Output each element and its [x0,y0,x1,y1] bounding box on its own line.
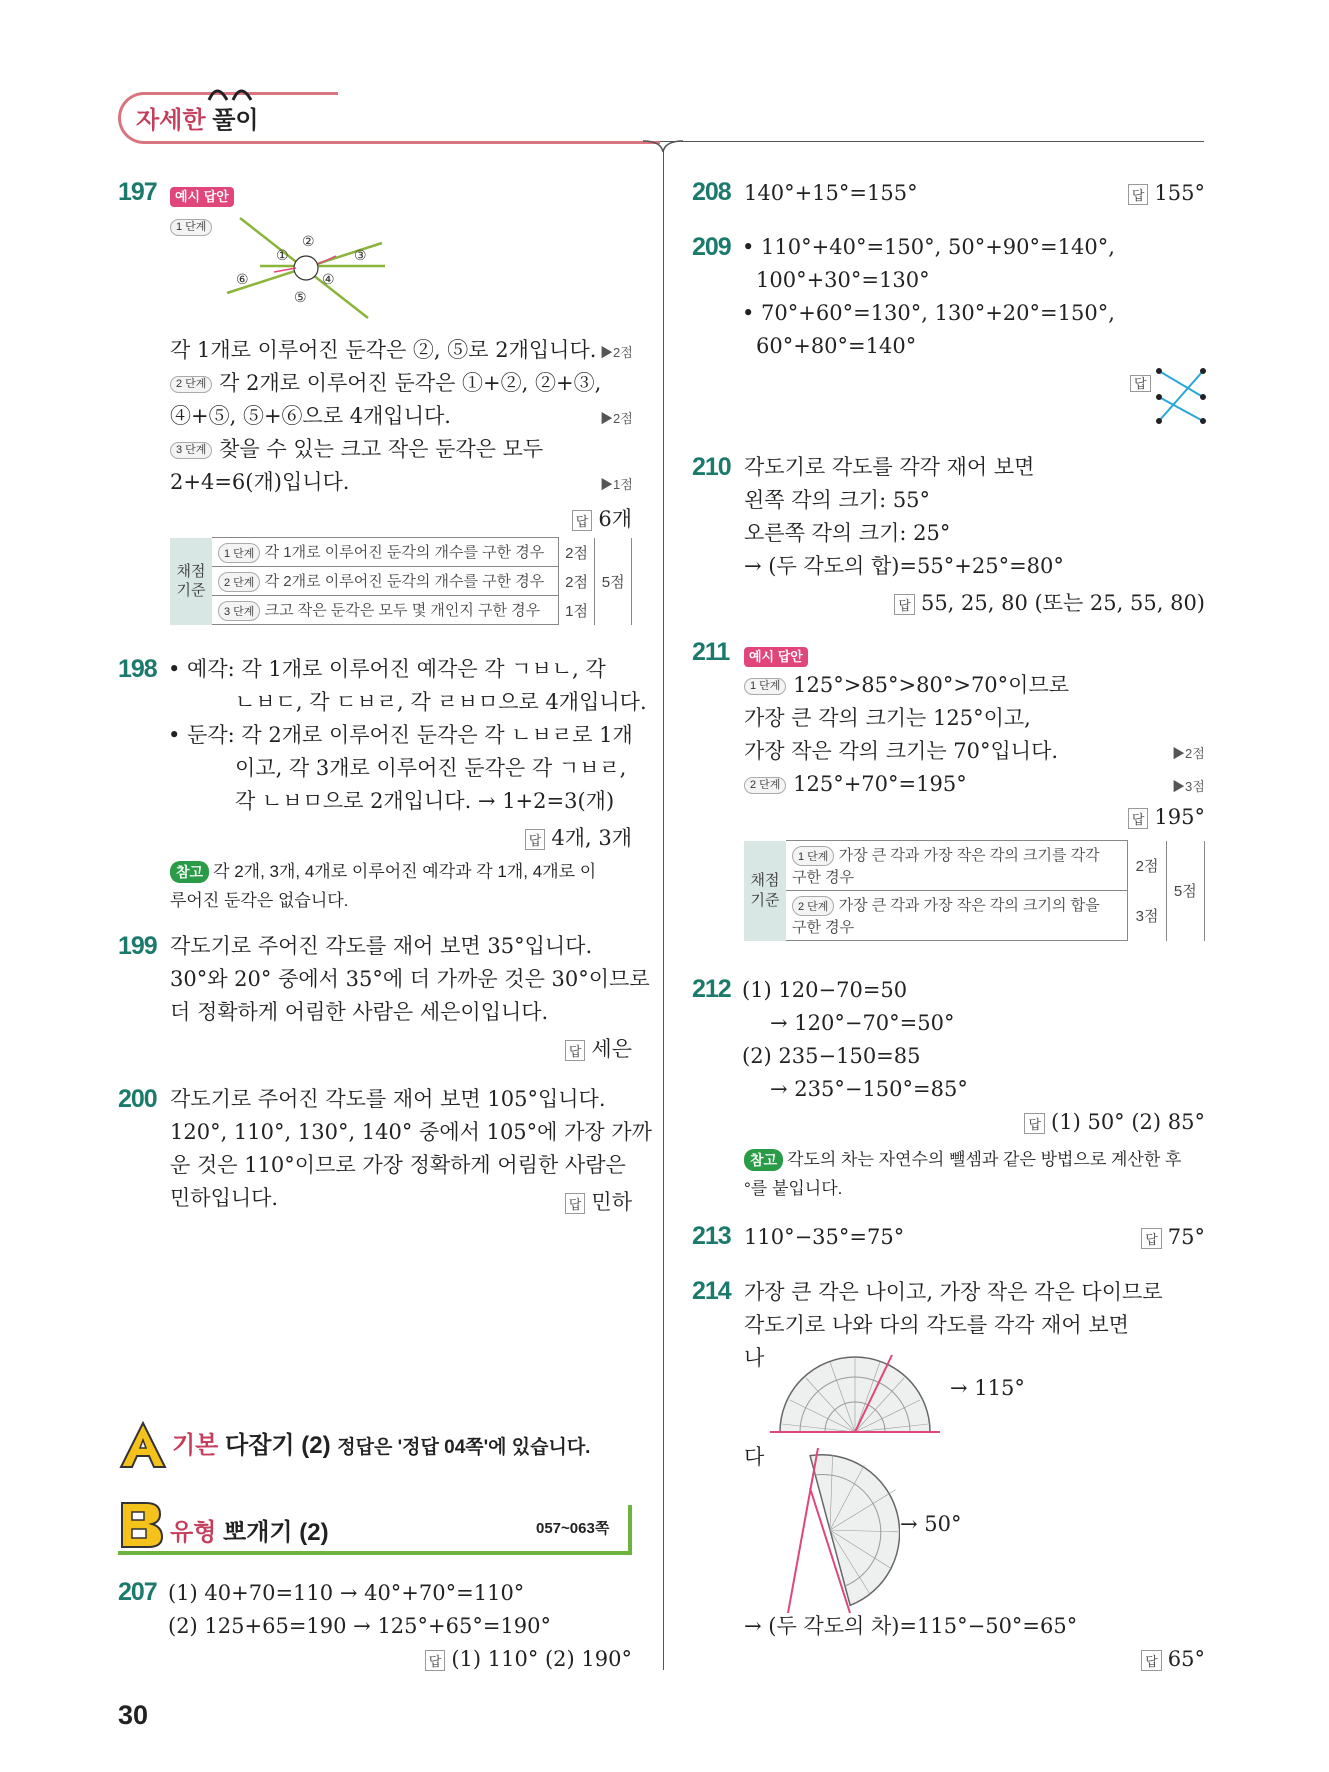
p209-line1: • 110°+40°=150°, 50°+90°=140°, [742,235,1115,259]
p212-note-line2: °를 붙입니다. [744,1179,843,1198]
problem-number-214: 214 [692,1277,731,1305]
section-b-title: 유형 뽀개기 (2) [170,1519,329,1546]
p213-line1: 110°−35°=75° [744,1225,905,1249]
p198-answer-value: 4개, 3개 [551,826,632,850]
grading-211-row-1: 1 단계 가장 큰 각과 가장 작은 각의 크기를 각각 구한 경우 [786,841,1128,891]
p209-line3: • 70°+60°=130°, 130°+20°=150°, [742,301,1115,325]
p212-line2: → 120°−70°=50° [770,1011,955,1035]
p197-line4-row [170,437,543,462]
p197-line2-row [170,371,601,396]
p200-answer: 답 민하 [480,1186,632,1216]
p198-line1: • 예각: 각 1개로 이루어진 예각은 각 ㄱㅂㄴ, 각 [168,657,606,681]
svg-text:⑤: ⑤ [294,290,307,306]
p212-line1: (1) 120−70=50 [742,978,908,1002]
protractor-da [770,1448,900,1613]
section-b-letter-icon [118,1500,164,1550]
p210-answer-value: 55, 25, 80 (또는 25, 55, 80) [920,591,1205,615]
header-eyes-icon [205,80,255,102]
p210-line3: 오른쪽 각의 크기: 25° [744,521,951,545]
p208-answer-value: 155° [1154,181,1205,205]
p210-line2: 왼쪽 각의 크기: 55° [744,488,931,512]
svg-text:④: ④ [322,272,335,288]
problem-number-209: 209 [692,233,731,261]
header-title-part1: 자세한 [136,107,206,134]
page-number: 30 [118,1700,149,1730]
p214-line2: 각도기로 나와 다의 각도를 각각 재어 보면 [744,1313,1129,1337]
p211-line1: 125°>85°>80°>70°이므로 [793,673,1070,697]
p197-line2: 각 2개로 이루어진 둔각은 ①+②, ②+③, [219,371,602,395]
p214-label-da: 다 [744,1445,765,1469]
grading-row-3-points: 1점 [558,596,595,625]
p214-value-da: → 50° [900,1512,962,1536]
svg-text:①: ① [276,248,289,264]
p214-answer: 답 65° [1050,1647,1205,1671]
top-rule [660,141,1204,142]
p214-answer-value: 65° [1167,1647,1205,1671]
p200-line4: 민하입니다. [170,1186,279,1210]
p207-answer-value: (1) 110° (2) 190° [451,1647,632,1671]
p198-note-line1: 참고 각 2개, 3개, 4개로 이루어진 예각과 각 1개, 4개로 이 [170,857,596,883]
p198-line2: ㄴㅂㄷ, 각 ㄷㅂㄹ, 각 ㄹㅂㅁ으로 4개입니다. [235,690,647,714]
svg-text:②: ② [302,234,315,250]
p197-line1-points: ▶2점 [600,345,633,360]
note-label: 참고 [170,861,209,883]
p197-line3: ④+⑤, ⑤+⑥으로 4개입니다. [170,404,451,428]
step2-label: 2 단계 [170,376,212,393]
answer-label: 답 [572,510,593,531]
p200-answer-value: 민하 [591,1190,632,1214]
problem-number-213: 213 [692,1222,731,1250]
grading-table-197 [170,537,632,625]
section-a-title: 기본 다잡기 (2) 정답은 '정답 04쪽'에 있습니다. [172,1432,591,1459]
p200-line2: 120°, 110°, 130°, 140° 중에서 105°에 가장 가까 [170,1120,652,1144]
p212-answer: 답 (1) 50° (2) 85° [960,1110,1205,1134]
protractor-na [770,1350,940,1440]
problem-number-199: 199 [118,932,157,960]
problem-number-212: 212 [692,975,731,1003]
p199-answer-value: 세은 [591,1037,632,1061]
p211-line3: 가장 작은 각의 크기는 70°입니다. [744,739,1059,763]
p210-answer: 답 55, 25, 80 (또는 25, 55, 80) [880,587,1205,617]
p198-line4: 이고, 각 3개로 이루어진 둔각은 각 ㄱㅂㄹ, [235,756,627,780]
p198-line5: 각 ㄴㅂㅁ으로 2개입니다. → 1+2=3(개) [235,789,615,813]
p198-line3: • 둔각: 각 2개로 이루어진 둔각은 각 ㄴㅂㄹ로 1개 [168,723,633,747]
grading-row-2: 2 단계 각 2개로 이루어진 둔각의 개수를 구한 경우 [212,567,558,596]
p212-note-line1: 참고 각도의 차는 자연수의 뺄셈과 같은 방법으로 계산한 후 [744,1145,1181,1171]
grading-row-1: 1 단계 각 1개로 이루어진 둔각의 개수를 구한 경우 [212,538,558,567]
p212-line4: → 235°−150°=85° [770,1077,968,1101]
p211-line2: 가장 큰 각의 크기는 125°이고, [744,706,1031,730]
p214-line3: → (두 각도의 차)=115°−50°=65° [744,1614,1078,1638]
problem-number-207: 207 [118,1578,157,1606]
header-underline [330,141,660,144]
p200-line1: 각도기로 주어진 각도를 재어 보면 105°입니다. [170,1087,606,1111]
p198-note-line2: 루어진 둔각은 없습니다. [170,891,349,910]
p211-example-tag: 예시 답안 [744,642,808,667]
p212-answer-value: (1) 50° (2) 85° [1051,1110,1205,1134]
problem-number-198: 198 [118,655,157,683]
p211-line4: 125°+70°=195° [793,772,967,796]
grading-211-row-2-points: 3점 [1128,891,1166,941]
grading-table-211 [744,840,1205,941]
p211-answer-value: 195° [1154,805,1205,829]
p197-answer [480,503,632,533]
p210-line4: → (두 각도의 합)=55°+25°=80° [744,554,1064,578]
p198-answer: 답 4개, 3개 [440,822,632,852]
grading-header: 채점 기준 [170,538,212,625]
grading-211-row-1-points: 2점 [1128,841,1166,891]
p209-answer-label: 답 [1130,370,1157,395]
grading-211-total: 5점 [1166,841,1204,941]
section-a-letter-icon [118,1420,168,1470]
p214-line1: 가장 큰 각은 나이고, 가장 작은 각은 다이므로 [744,1280,1163,1304]
section-b-pages: 057~063쪽 [536,1520,610,1537]
p213-answer-value: 75° [1167,1225,1205,1249]
problem-number-197: 197 [118,178,157,206]
p207-line1: (1) 40+70=110 → 40°+70°=110° [168,1581,525,1605]
p209-matching-diagram [1153,365,1209,427]
column-divider [663,150,664,1670]
p211-line4-row: 2 단계 125°+70°=195° [744,772,967,797]
p197-line1: 각 1개로 이루어진 둔각은 ②, ⑤로 2개입니다. [170,338,597,362]
p197-line4: 찾을 수 있는 크고 작은 둔각은 모두 [219,437,544,461]
grading-211-row-2: 2 단계 가장 큰 각과 가장 작은 각의 크기의 합을 구한 경우 [786,891,1128,941]
p199-line2: 30°와 20° 중에서 35°에 더 가까운 것은 30°이므로 [170,967,650,991]
grading-row-1-points: 2점 [558,538,595,567]
header-title [136,100,259,135]
problem-number-200: 200 [118,1085,157,1113]
svg-text:⑥: ⑥ [236,272,249,288]
p211-answer: 답 195° [1050,805,1205,829]
p209-line4: 60°+80°=140° [756,334,917,358]
grading-total: 5점 [595,538,632,625]
p211-line1-row: 1 단계 125°>85°>80°>70°이므로 [744,673,1069,698]
p197-line3-points: ▶2점 [600,411,633,426]
p199-line3: 더 정확하게 어림한 사람은 세은이입니다. [170,1000,549,1024]
p200-line3: 운 것은 110°이므로 가장 정확하게 어림한 사람은 [170,1153,626,1177]
angle-diagram-197 [222,208,392,323]
header-title-part2: 풀이 [212,107,259,134]
p214-label-na: 나 [744,1346,765,1370]
p213-answer: 답 75° [1050,1225,1205,1249]
p211-line3-points: ▶2점 [1172,746,1205,761]
p207-line2: (2) 125+65=190 → 125°+65°=190° [168,1614,552,1638]
p208-line1: 140°+15°=155° [744,181,918,205]
problem-number-211: 211 [692,638,730,666]
p197-answer-value: 6개 [598,507,632,531]
step1-badge [170,214,212,239]
example-answer-tag [170,182,234,207]
grading-row-2-points: 2점 [558,567,595,596]
step3-label: 3 단계 [170,442,212,459]
grading-header-211: 채점 기준 [744,841,786,941]
p212-line3: (2) 235−150=85 [742,1044,921,1068]
p214-value-na: → 115° [950,1376,1025,1400]
p197-line5-points: ▶1점 [600,477,633,492]
svg-text:③: ③ [354,248,367,264]
p211-line4-points: ▶3점 [1172,779,1205,794]
p209-line2: 100°+30°=130° [756,268,930,292]
grading-row-3: 3 단계 크고 작은 둔각은 모두 몇 개인지 구한 경우 [212,596,558,625]
p197-line5: 2+4=6(개)입니다. [170,470,350,494]
section-a-desc: 정답은 '정답 04쪽'에 있습니다. [337,1437,591,1458]
p208-answer: 답 155° [1050,181,1205,205]
p199-answer: 답 세은 [480,1033,632,1063]
step1-label: 1 단계 [170,219,212,236]
problem-number-210: 210 [692,453,731,481]
p207-answer: 답 (1) 110° (2) 190° [400,1647,632,1671]
p199-line1: 각도기로 주어진 각도를 재어 보면 35°입니다. [170,934,593,958]
problem-number-208: 208 [692,178,731,206]
p210-line1: 각도기로 각도를 각각 재어 보면 [744,455,1035,479]
example-answer-label: 예시 답안 [170,187,234,207]
